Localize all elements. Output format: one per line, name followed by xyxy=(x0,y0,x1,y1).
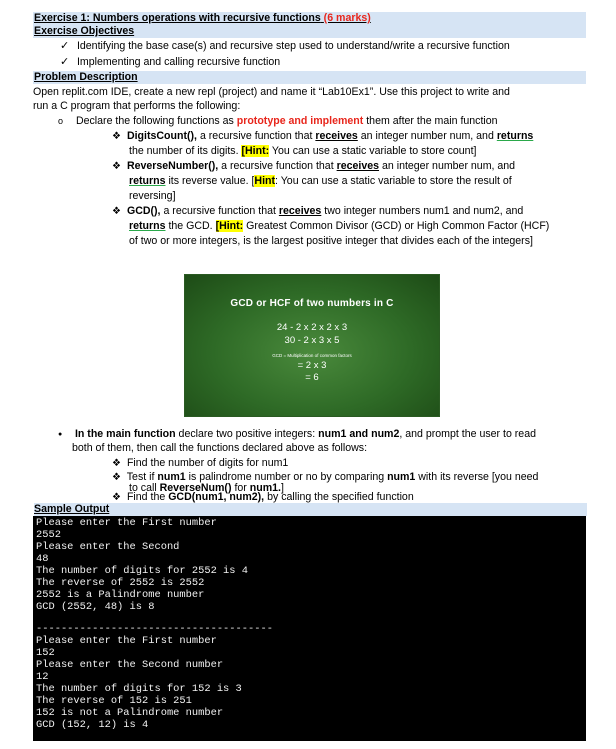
declare-post: them after the main function xyxy=(366,115,498,127)
main-step-1 xyxy=(112,456,288,471)
declare-highlight: prototype and implement xyxy=(236,115,364,127)
gcd-result-line: = 2 x 3 xyxy=(297,360,327,371)
receives-keyword: receives xyxy=(278,205,322,217)
problem-intro-line2: run a C program that performs the following: xyxy=(33,100,241,112)
problem-heading: Problem Description xyxy=(34,71,138,83)
console-line: 2552 is a Palindrome number xyxy=(36,589,205,601)
main-bold: In the main function xyxy=(74,428,176,440)
step-bold: num1. xyxy=(249,482,281,494)
function-name: DigitsCount(), xyxy=(126,130,197,142)
exercise-title-text: Exercise 1: Numbers operations with recursive functions xyxy=(34,12,321,24)
function-gcd-line2 xyxy=(129,219,549,233)
diamond-bullet-icon: ❖ xyxy=(112,206,121,217)
check-icon: ✓ xyxy=(60,40,70,52)
function-text: the number of its digits. xyxy=(129,145,239,157)
function-name: ReverseNumber(), xyxy=(126,160,219,172)
step-bold: GCD(num1, num2), xyxy=(168,491,265,503)
step-text: is palindrome number or no by comparing xyxy=(188,471,385,483)
check-icon: ✓ xyxy=(60,56,70,68)
problem-intro-line1: Open replit.com IDE, create a new repl (project) and name it “Lab10Ex1”. Use this project to write and xyxy=(33,86,510,98)
hint-label: [Hint: xyxy=(215,220,244,232)
diamond-bullet-icon: ❖ xyxy=(112,492,121,503)
function-text: a recursive function that xyxy=(163,205,276,217)
function-reversenumber-line2 xyxy=(129,174,512,188)
sample-output-heading: Sample Output xyxy=(34,503,587,516)
step-text: Find the xyxy=(126,491,166,503)
console-line: The reverse of 152 is 251 xyxy=(36,695,192,707)
console-line: The number of digits for 152 is 3 xyxy=(36,683,242,695)
objectives-heading: Exercise Objectives xyxy=(34,25,135,37)
main-text: declare two positive integers: xyxy=(178,428,316,440)
step-text: with its reverse [you need xyxy=(418,471,539,483)
exercise-marks: (6 marks) xyxy=(323,12,371,24)
objective-item xyxy=(60,39,510,53)
function-gcd xyxy=(112,204,523,219)
gcd-illustration-title: GCD or HCF of two numbers in C xyxy=(230,298,394,309)
diamond-bullet-icon: ❖ xyxy=(112,131,121,142)
diamond-bullet-icon: ❖ xyxy=(112,161,121,172)
objective-item xyxy=(60,55,280,69)
function-text: a recursive function that xyxy=(199,130,313,142)
function-digitscount-line2 xyxy=(129,144,476,158)
gcd-caption: GCD = Multiplication of common factors xyxy=(272,353,352,358)
console-line: 48 xyxy=(36,553,49,565)
receives-keyword: receives xyxy=(315,130,358,142)
step-bold: ReverseNum() xyxy=(159,482,232,494)
console-line: 152 xyxy=(36,647,55,659)
console-line: 12 xyxy=(36,671,49,683)
main-bold: num1 and num2 xyxy=(318,428,400,440)
objective-text: Identifying the base case(s) and recursive step used to understand/write a recursive function xyxy=(76,40,510,52)
hint-label: [Hint: xyxy=(241,145,270,157)
returns-keyword: returns xyxy=(496,130,534,142)
hint-label: Hint xyxy=(254,175,276,187)
function-reversenumber-line3: reversing] xyxy=(129,190,176,202)
gcd-factor-line: 30 - 2 x 3 x 5 xyxy=(284,335,340,346)
gcd-illustration xyxy=(184,274,440,417)
gcd-result-line: = 6 xyxy=(305,372,319,383)
function-name: GCD(), xyxy=(126,205,161,217)
step-bold: num1 xyxy=(157,471,186,483)
main-step-3 xyxy=(112,492,414,503)
function-text: a recursive function that xyxy=(221,160,334,172)
step-text: Find the number of digits for num1 xyxy=(126,457,289,469)
main-text: , and prompt the user to read xyxy=(399,428,536,440)
step-bold: num1 xyxy=(387,471,416,483)
objective-text: Implementing and calling recursive function xyxy=(76,56,281,68)
gcd-factor-line: 24 - 2 x 2 x 2 x 3 xyxy=(276,322,348,333)
main-function-line1 xyxy=(58,427,536,442)
console-separator: -------------------------------------- xyxy=(36,623,273,635)
function-reversenumber xyxy=(112,159,515,174)
sample-output-console xyxy=(33,516,586,741)
declare-pre: Declare the following functions as xyxy=(75,115,234,127)
function-text: : You can use a static variable to store the result of xyxy=(275,175,512,187)
function-text: Greatest Common Divisor (GCD) or High Common Factor (HCF) xyxy=(246,220,550,232)
function-text: two integer numbers num1 and num2, and xyxy=(324,205,524,217)
diamond-bullet-icon: ❖ xyxy=(112,458,121,469)
console-line: Please enter the First number xyxy=(36,635,217,647)
function-text: an integer number num, and xyxy=(381,160,516,172)
console-line: 152 is not a Palindrome number xyxy=(36,707,224,719)
step-text: Test if xyxy=(126,471,155,483)
function-text: You can use a static variable to store count] xyxy=(271,145,477,157)
function-text: an integer number num, and xyxy=(360,130,494,142)
receives-keyword: receives xyxy=(336,160,380,172)
dot-bullet-icon: ● xyxy=(58,431,63,438)
console-line: The reverse of 2552 is 2552 xyxy=(36,577,205,589)
step-text: for xyxy=(234,482,247,494)
exercise-title xyxy=(34,11,371,25)
step-text: ] xyxy=(280,482,284,494)
console-line: Please enter the Second xyxy=(36,541,180,553)
console-line: Please enter the First number xyxy=(36,517,217,529)
function-text: the GCD. xyxy=(168,220,213,232)
circle-bullet-icon: o xyxy=(58,116,64,126)
console-line: The number of digits for 2552 is 4 xyxy=(36,565,249,577)
returns-keyword: returns xyxy=(129,220,166,232)
declare-line xyxy=(58,114,498,128)
console-line: Please enter the Second number xyxy=(36,659,224,671)
console-line: GCD (152, 12) is 4 xyxy=(36,719,149,731)
console-line: 2552 xyxy=(36,529,61,541)
diamond-bullet-icon: ❖ xyxy=(112,472,121,483)
function-text: its reverse value. [ xyxy=(168,175,255,187)
main-function-line2: both of them, then call the functions declared above as follows: xyxy=(72,442,368,454)
function-digitscount xyxy=(112,129,533,144)
step-text: by calling the specified function xyxy=(267,491,414,503)
function-gcd-line3: of two or more integers, is the largest positive integer that divides each of the integers] xyxy=(129,235,533,247)
console-line: GCD (2552, 48) is 8 xyxy=(36,601,155,613)
returns-keyword: returns xyxy=(129,175,166,187)
step-text: to call xyxy=(129,482,157,494)
